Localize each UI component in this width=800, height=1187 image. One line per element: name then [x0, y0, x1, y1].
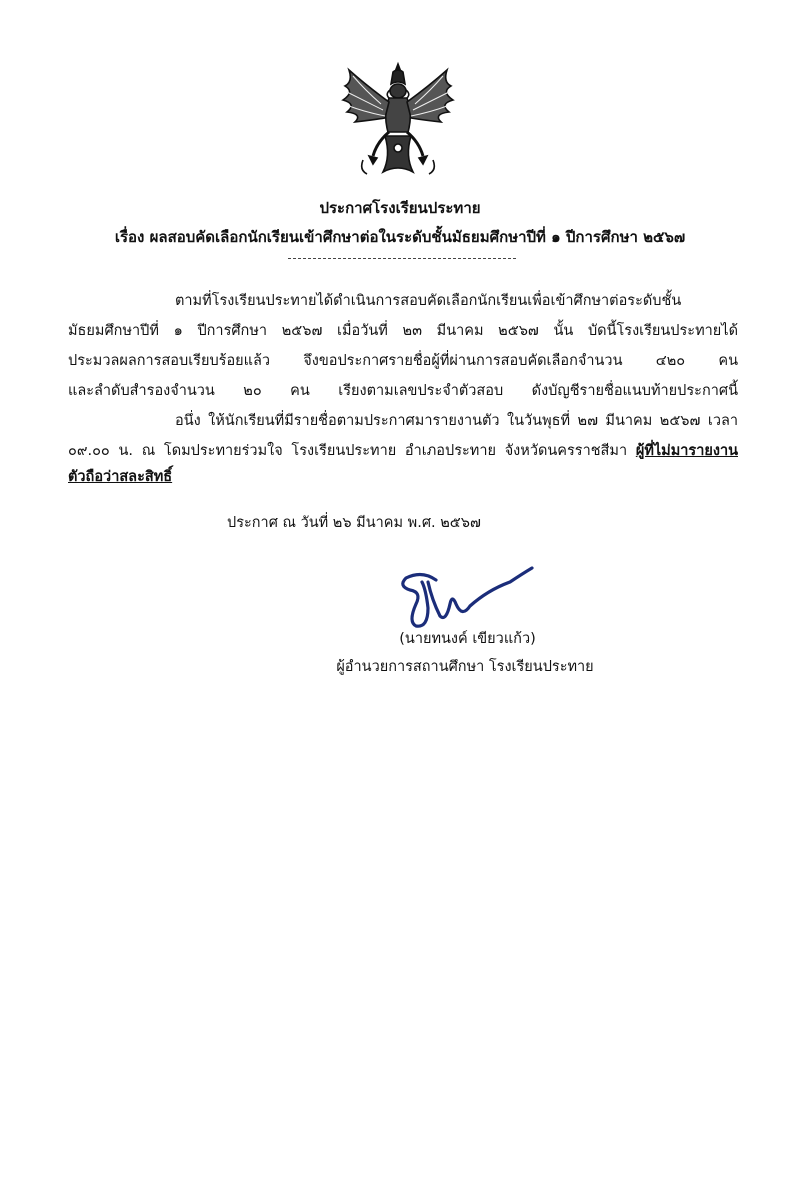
body-line-2: มัธยมศึกษาปีที่ ๑ ปีการศึกษา ๒๕๖๗ เมื่อวันที่ ๒๓ มีนาคม ๒๕๖๗ นั้น บัดนี้โรงเรียนประทายได้: [68, 323, 738, 339]
forfeit-notice-part1: ผู้ที่ไม่มารายงาน: [635, 443, 738, 459]
handwritten-signature: [392, 560, 542, 635]
signer-title: ผู้อำนวยการสถานศึกษา โรงเรียนประทาย: [336, 659, 594, 675]
garuda-emblem-icon: [333, 60, 463, 178]
body-line-6: [68, 440, 738, 462]
body-line-4: และลำดับสำรองจำนวน ๒๐ คน เรียงตามเลขประจำตัวสอบ ดังบัญชีรายชื่อแนบท้ายประกาศนี้: [68, 383, 738, 399]
dashed-separator: [288, 258, 516, 259]
announcement-date: ประกาศ ณ วันที่ ๒๖ มีนาคม พ.ศ. ๒๕๖๗: [227, 515, 481, 531]
forfeit-notice-part2: ตัวถือว่าสละสิทธิ์: [68, 469, 173, 485]
body-line-7: [68, 466, 738, 488]
announcement-subject: เรื่อง ผลสอบคัดเลือกนักเรียนเข้าศึกษาต่อในระดับชั้นมัธยมศึกษาปีที่ ๑ ปีการศึกษา ๒๕๖๗: [114, 228, 686, 246]
body-line-3: ประมวลผลการสอบเรียบร้อยแล้ว จึงขอประกาศรายชื่อผู้ที่ผ่านการสอบคัดเลือกจำนวน ๔๒๐ คน: [68, 353, 738, 369]
signer-name: (นายทนงค์ เขียวแก้ว): [399, 631, 536, 647]
body-line-1: ตามที่โรงเรียนประทายได้ดำเนินการสอบคัดเลือกนักเรียนเพื่อเข้าศึกษาต่อระดับชั้น: [175, 293, 682, 309]
body-line-5: อนึ่ง ให้นักเรียนที่มีรายชื่อตามประกาศมารายงานตัว ในวันพุธที่ ๒๗ มีนาคม ๒๕๖๗ เวลา: [175, 413, 738, 429]
body-line-6-text: ๐๙.๐๐ น. ณ โดมประทายร่วมใจ โรงเรียนประทาย อำเภอประทาย จังหวัดนครราชสีมา: [68, 443, 628, 459]
announcement-title: ประกาศโรงเรียนประทาย: [319, 199, 481, 217]
